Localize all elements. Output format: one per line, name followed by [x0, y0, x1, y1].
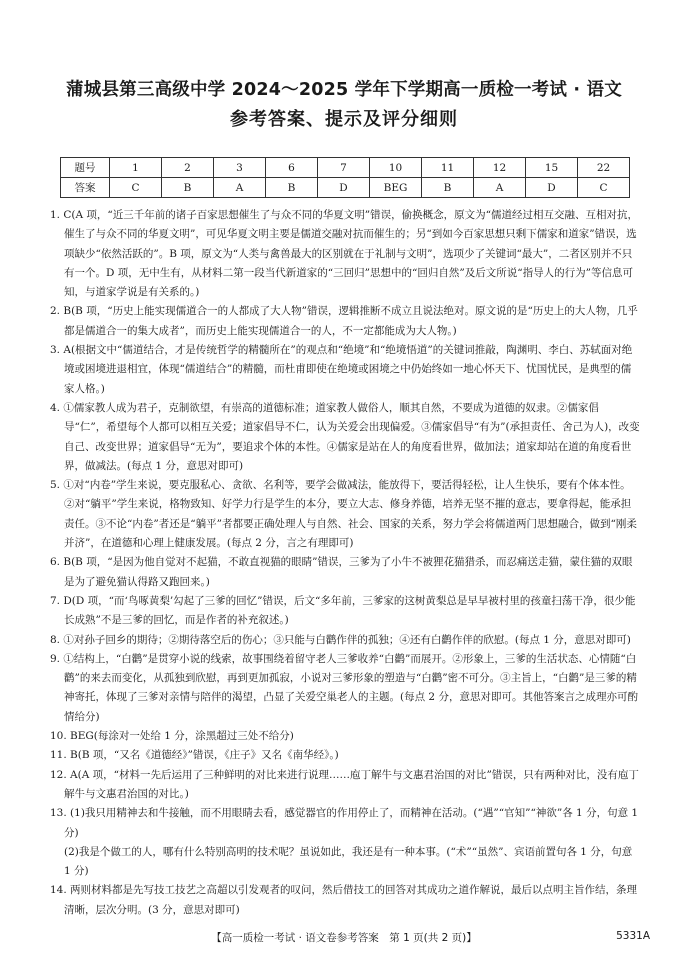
explanation-q2: 2. B(B 项，“历史上能实现儒道合一的人都成了大人物”错误，逻辑推断不成立且说法绝对。原文说的是“历史上的大人物，几乎都是儒道合一的集大成者”，而历史上能实现儒道合一的人，不一定都能成为大人物。): [50, 305, 638, 337]
answer-cell: A: [214, 178, 266, 198]
explanation-q14: 14. 两则材料都是先写技工技艺之高超以引发观者的叹问，然后借技工的回答对其成功之道作解说，最后以点明主旨作结，条理清晰，层次分明。(3 分，意思对即可): [50, 884, 638, 916]
answer-cell: C: [110, 178, 162, 198]
answer-cell: C: [578, 178, 630, 198]
explanation-q13-part2: (2)我是个做工的人，哪有什么特别高明的技术呢？虽说如此，我还是有一种本事。(“术”“虽然”、宾语前置句各 1 分，句意 1 分): [64, 845, 633, 878]
explanation-q10: 10. BEG(每涂对一处给 1 分，涂黑超过三处不给分): [50, 730, 294, 743]
answer-cell: BEG: [370, 178, 422, 198]
question-number-cell: 12: [474, 158, 526, 178]
explanation-q12: 12. A(A 项，“材料一先后运用了三种鲜明的对比来进行说理……庖丁解牛与文惠君治国的对比”错误，只有两种对比，没有庖丁解牛与文惠君治国的对比。): [50, 768, 639, 800]
question-number-cell: 15: [526, 158, 578, 178]
row-label-answer: 答案: [61, 178, 110, 198]
question-number-cell: 6: [266, 158, 318, 178]
explanation-q5: 5. ①对“内卷”学生来说，要克服私心、贪欲、名利等，要学会做减法，能放得下，要活得轻松，让人生快乐，要有个体本性。②对“躺平”学生来说，格物致知、好学力行是学生的本分，要立大志、修身养德，培养无坚不摧的意志，要拿得起，能承担责任。③不论“内卷”者还是“躺平”者都要正确处理人与自然、社会、国家的关系，努力学会将儒道两门思想融合，做到“刚柔并济”，在道德和心理上健康发展。(每点 2 分，言之有理即可): [50, 479, 637, 550]
page-footer: 【高一质检一考试 · 语文卷参考答案 第 1 页(共 2 页)】: [211, 932, 477, 944]
explanations: [50, 206, 640, 920]
answer-cell: D: [318, 178, 370, 198]
explanation-q9: 9. ①结构上，“白鹳”是贯穿小说的线索，故事围绕着留守老人三爹收养“白鹳”而展开。②形象上，三爹的生活状态、心情随“白鹳”的来去而变化，从孤独到欣慰，再到更加孤寂，小说对三爹形象的塑造与“白鹳”密不可分。③主旨上，“白鹳”是三爹的精神寄托，体现了三爹对亲情与陪伴的渴望，凸显了关爱空巢老人的主题。(每点 2 分，意思对即可。其他答案言之成理亦可酌情给分): [50, 652, 638, 723]
explanation-q11: 11. B(B 项，“又名《道德经》”错误，《庄子》又名《南华经》。): [50, 749, 339, 762]
question-number-cell: 2: [162, 158, 214, 178]
question-number-cell: 1: [110, 158, 162, 178]
question-number-cell: 22: [578, 158, 630, 178]
document-code: 5331A: [616, 930, 650, 942]
explanation-q3: 3. A(根据文中“儒道结合，才是传统哲学的精髓所在”的观点和“绝境”和“绝境悟道”的关键词推敲，陶渊明、李白、苏轼面对绝境或困境进退相宜，体现“儒道结合”的精髓，而杜甫即使在绝境或困境之中仍始终如一地心怀天下、忧国忧民，是典型的儒家人格。): [50, 344, 633, 395]
answer-cell: B: [266, 178, 318, 198]
question-number-row: [61, 158, 630, 178]
explanation-q7: 7. D(D 项，“而‘鸟啄黄梨’勾起了三爹的回忆”错误，后文“多年前，三爹家的这树黄梨总是早早被村里的孩童扫荡干净，很少能长成熟”不是三爹的回忆，而是作者的补充叙述。): [50, 594, 636, 627]
answer-table: [60, 157, 630, 198]
question-number-cell: 10: [370, 158, 422, 178]
question-number-cell: 7: [318, 158, 370, 178]
explanation-q1: 1. C(A 项，“近三千年前的诸子百家思想催生了与众不同的华夏文明”错误，偷换概念，原文为“儒道经过相互交融、互相对抗，催生了与众不同的华夏文明”，可见华夏文明主要是儒道交融对抗而催生的；另“到如今百家思想只剩下儒家和道家”错误，选项缺少“依然活跃的”。B 项，原文为“人类与禽兽最大的区别就在于礼制与文明”，选项少了关键词“最大”，二者区别并不只有一个。D 项，无中生有，从材料二第一段当代新道家的“三回归”思想中的“回归自然”及后文所说“指导人的行为”等信息可知，与道家学说是有关系的。): [50, 209, 639, 299]
document-title: 蒲城县第三高级中学 2024～2025 学年下学期高一质检一考试 · 语文: [66, 80, 622, 100]
explanation-q8: 8. ①对孙子回乡的期待；②期待落空后的伤心；③只能与白鹳作伴的孤独；④还有白鹳作伴的欣慰。(每点 1 分，意思对即可): [50, 633, 631, 646]
answer-cell: D: [526, 178, 578, 198]
answer-cell: B: [422, 178, 474, 198]
explanation-q4: 4. ①儒家教人成为君子，克制欲望，有崇高的道德标准；道家教人做俗人，顺其自然，不要成为道德的奴隶。②儒家倡导“仁”，希望每个人都可以相互关爱；道家倡导不仁，认为关爱会出现偏爱。③儒家倡导“有为”(承担责任、舍己为人)，改变自己、改变世界；道家倡导“无为”，要追求个体的本性。④儒家是站在人的角度看世界，做加法；道家却站在道的角度看世界，做减法。(每点 1 分，意思对即可): [50, 401, 640, 472]
answer-row: [61, 178, 630, 198]
explanation-q13-part1: 13. (1)我只用精神去和牛接触，而不用眼睛去看，感觉器官的作用停止了，而精神在活动。(“遇”“官知”“神欲”各 1 分，句意 1 分): [50, 807, 639, 839]
row-label-number: 题号: [61, 158, 110, 178]
question-number-cell: 11: [422, 158, 474, 178]
explanation-q6: 6. B(B 项，“是因为他自觉对不起猫，不敢直视猫的眼睛”错误，三爹为了小牛不被狸花猫猎杀，而忍痛送走猫，蒙住猫的双眼是为了避免猫认得路又跑回来。): [50, 556, 633, 588]
question-number-cell: 3: [214, 158, 266, 178]
document-subtitle: 参考答案、提示及评分细则: [230, 109, 458, 130]
answer-cell: A: [474, 178, 526, 198]
answer-cell: B: [162, 178, 214, 198]
